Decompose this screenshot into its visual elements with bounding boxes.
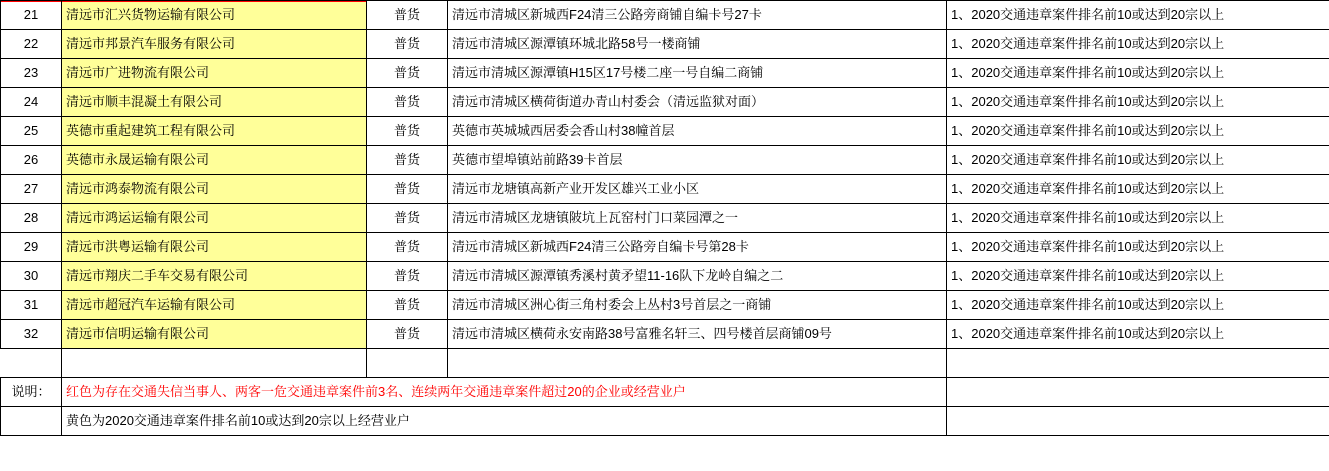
row-index: 31 xyxy=(1,291,62,320)
business-address: 清远市清城区横荷永安南路38号富雅名轩三、四号楼首层商铺09号 xyxy=(448,320,947,349)
legend-tail-cell xyxy=(947,407,1329,436)
spacer-cell xyxy=(448,349,947,378)
row-index: 29 xyxy=(1,233,62,262)
business-address: 英德市英城城西居委会香山村38幢首层 xyxy=(448,117,947,146)
enterprise-name: 清远市洪粤运输有限公司 xyxy=(62,233,367,262)
business-address: 清远市清城区源潭镇秀溪村黄矛望11-16队下龙岭自编之二 xyxy=(448,262,947,291)
violation-note: 1、2020交通违章案件排名前10或达到20宗以上 xyxy=(947,262,1329,291)
business-address: 清远市清城区横荷街道办青山村委会（清远监狱对面） xyxy=(448,88,947,117)
business-address: 英德市望埠镇站前路39卡首层 xyxy=(448,146,947,175)
table-row[interactable] xyxy=(1,30,1329,59)
business-type: 普货 xyxy=(367,204,448,233)
business-type: 普货 xyxy=(367,262,448,291)
violation-note: 1、2020交通违章案件排名前10或达到20宗以上 xyxy=(947,175,1329,204)
row-index: 21 xyxy=(1,1,62,30)
business-address: 清远市清城区洲心街三角村委会上丛村3号首层之一商铺 xyxy=(448,291,947,320)
row-index: 23 xyxy=(1,59,62,88)
table-row[interactable] xyxy=(1,88,1329,117)
business-address: 清远市清城区新城西F24清三公路旁自编卡号第28卡 xyxy=(448,233,947,262)
legend-yellow-text: 黄色为2020交通违章案件排名前10或达到20宗以上经营业户 xyxy=(62,407,947,436)
legend-row-red xyxy=(1,378,1329,407)
table-row[interactable] xyxy=(1,204,1329,233)
business-type: 普货 xyxy=(367,175,448,204)
spacer-cell xyxy=(62,349,367,378)
table-row[interactable] xyxy=(1,320,1329,349)
enterprise-name: 清远市鸿泰物流有限公司 xyxy=(62,175,367,204)
enterprise-name: 清远市广进物流有限公司 xyxy=(62,59,367,88)
violation-note: 1、2020交通违章案件排名前10或达到20宗以上 xyxy=(947,30,1329,59)
row-index: 30 xyxy=(1,262,62,291)
violation-note: 1、2020交通违章案件排名前10或达到20宗以上 xyxy=(947,88,1329,117)
table-row[interactable] xyxy=(1,233,1329,262)
violation-note: 1、2020交通违章案件排名前10或达到20宗以上 xyxy=(947,117,1329,146)
violation-note: 1、2020交通违章案件排名前10或达到20宗以上 xyxy=(947,233,1329,262)
table-row[interactable] xyxy=(1,1,1329,30)
table-row[interactable] xyxy=(1,291,1329,320)
business-type: 普货 xyxy=(367,30,448,59)
business-type: 普货 xyxy=(367,117,448,146)
enterprise-name: 清远市顺丰混凝土有限公司 xyxy=(62,88,367,117)
table-row[interactable] xyxy=(1,262,1329,291)
violation-note: 1、2020交通违章案件排名前10或达到20宗以上 xyxy=(947,146,1329,175)
table-row[interactable] xyxy=(1,117,1329,146)
row-index: 24 xyxy=(1,88,62,117)
business-type: 普货 xyxy=(367,146,448,175)
row-index: 28 xyxy=(1,204,62,233)
business-type: 普货 xyxy=(367,88,448,117)
legend-tail-cell xyxy=(947,378,1329,407)
business-address: 清远市清城区龙塘镇陂坑上瓦窑村门口菜园潭之一 xyxy=(448,204,947,233)
enterprise-name: 清远市邦景汽车服务有限公司 xyxy=(62,30,367,59)
row-index: 25 xyxy=(1,117,62,146)
violation-note: 1、2020交通违章案件排名前10或达到20宗以上 xyxy=(947,204,1329,233)
legend-label: 说明： xyxy=(1,378,62,407)
legend-label-empty xyxy=(1,407,62,436)
spacer-cell xyxy=(1,349,62,378)
violation-note: 1、2020交通违章案件排名前10或达到20宗以上 xyxy=(947,59,1329,88)
business-type: 普货 xyxy=(367,320,448,349)
table-row[interactable] xyxy=(1,175,1329,204)
business-address: 清远市清城区源潭镇环城北路58号一楼商铺 xyxy=(448,30,947,59)
spacer-cell xyxy=(367,349,448,378)
row-index: 22 xyxy=(1,30,62,59)
enterprise-name: 清远市超冠汽车运输有限公司 xyxy=(62,291,367,320)
business-type: 普货 xyxy=(367,291,448,320)
table-body xyxy=(1,1,1329,436)
table-row[interactable] xyxy=(1,59,1329,88)
legend-red-text: 红色为存在交通失信当事人、两客一危交通违章案件前3名、连续两年交通违章案件超过20的企业或经营业户 xyxy=(62,378,947,407)
violation-note: 1、2020交通违章案件排名前10或达到20宗以上 xyxy=(947,291,1329,320)
enterprise-name: 清远市汇兴货物运输有限公司 xyxy=(62,1,367,30)
business-type: 普货 xyxy=(367,59,448,88)
business-type: 普货 xyxy=(367,233,448,262)
row-index: 27 xyxy=(1,175,62,204)
row-index: 26 xyxy=(1,146,62,175)
enterprise-name: 清远市翔庆二手车交易有限公司 xyxy=(62,262,367,291)
violation-note: 1、2020交通违章案件排名前10或达到20宗以上 xyxy=(947,320,1329,349)
enterprise-name: 英德市重起建筑工程有限公司 xyxy=(62,117,367,146)
row-index: 32 xyxy=(1,320,62,349)
business-address: 清远市清城区源潭镇H15区17号楼二座一号自编二商铺 xyxy=(448,59,947,88)
enterprise-name: 清远市信明运输有限公司 xyxy=(62,320,367,349)
business-address: 清远市龙塘镇高新产业开发区雄兴工业小区 xyxy=(448,175,947,204)
spacer-cell xyxy=(947,349,1329,378)
business-address: 清远市清城区新城西F24清三公路旁商铺自编卡号27卡 xyxy=(448,1,947,30)
spacer-row xyxy=(1,349,1329,378)
table-row[interactable] xyxy=(1,146,1329,175)
violation-note: 1、2020交通违章案件排名前10或达到20宗以上 xyxy=(947,1,1329,30)
business-type: 普货 xyxy=(367,1,448,30)
legend-row-yellow xyxy=(1,407,1329,436)
enterprise-name: 清远市鸿运运输有限公司 xyxy=(62,204,367,233)
enterprise-name: 英德市永晟运输有限公司 xyxy=(62,146,367,175)
